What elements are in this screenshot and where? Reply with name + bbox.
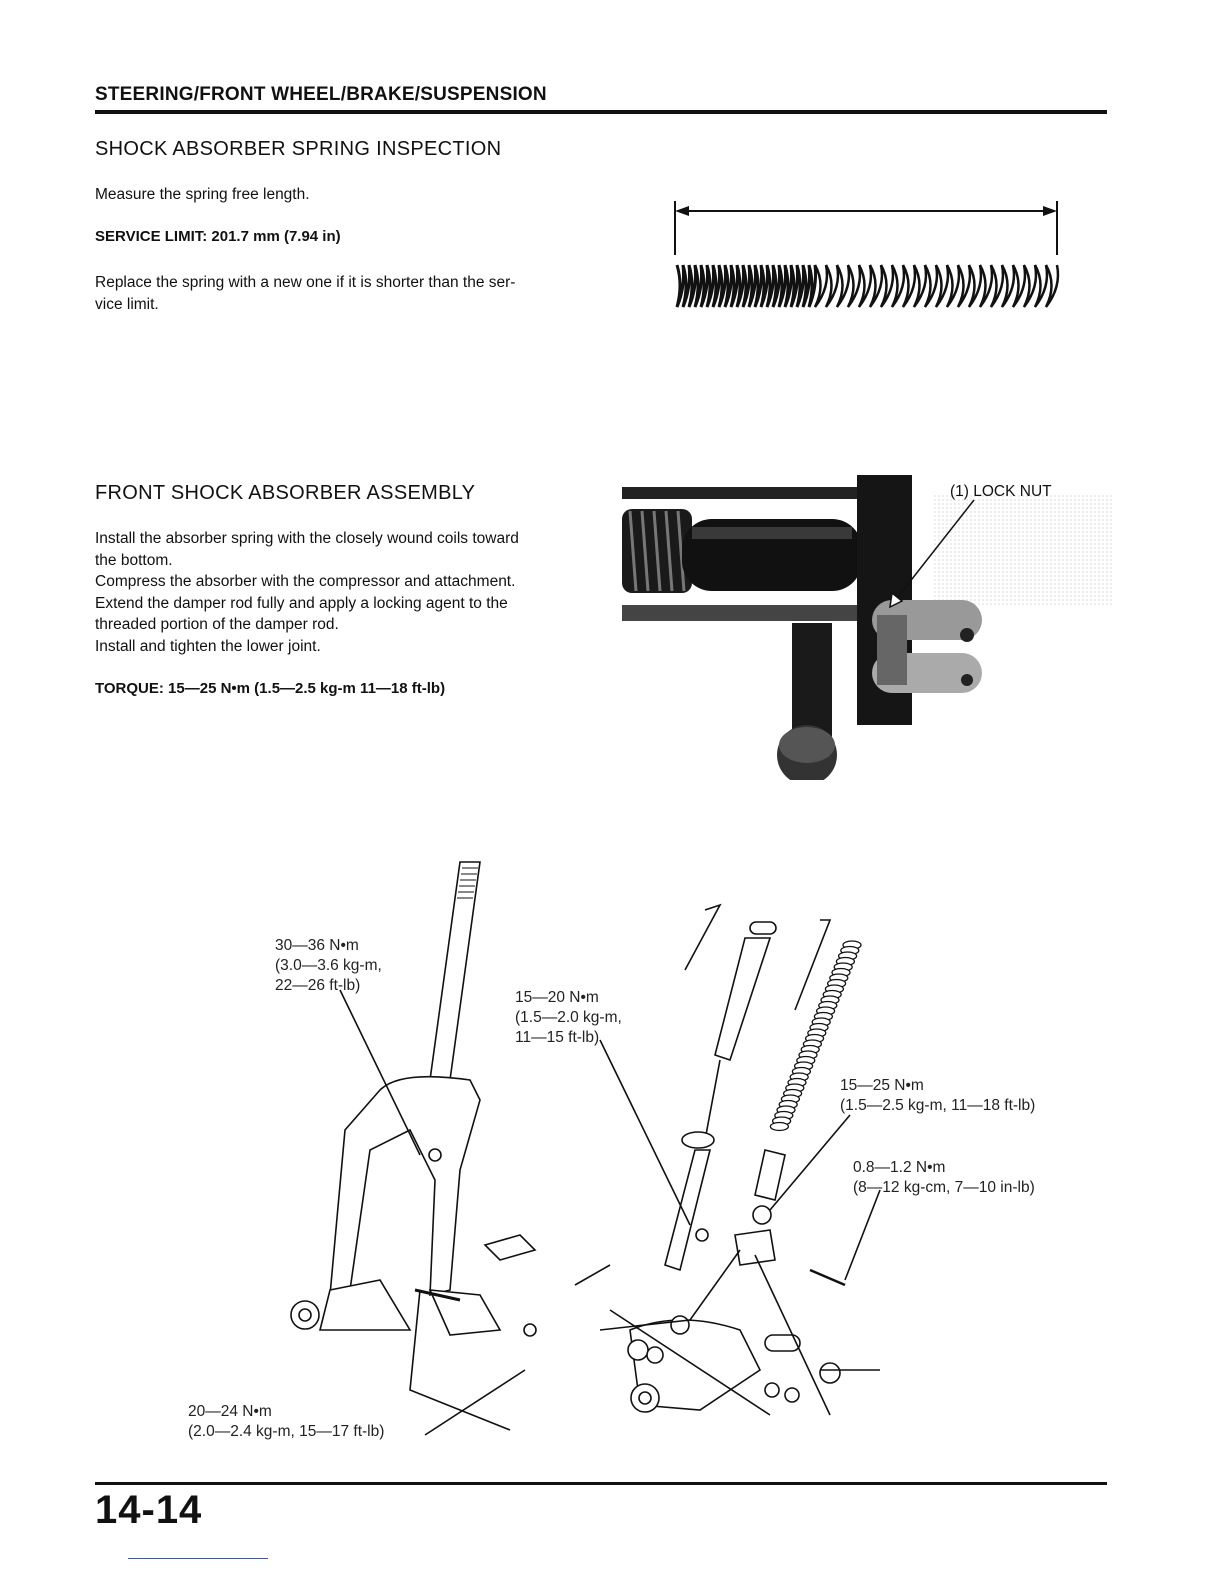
spring-coil	[903, 265, 915, 307]
spring-coil	[892, 265, 904, 307]
spring-coil	[881, 265, 893, 307]
arrow-left-icon	[675, 206, 689, 216]
arrow-right-icon	[1043, 206, 1057, 216]
torque-stem-line: 22—26 ft-lb)	[275, 977, 361, 994]
spring-coil	[1002, 265, 1014, 307]
spring-coil	[947, 265, 959, 307]
lock-nut-callout: (1) LOCK NUT	[950, 483, 1052, 500]
spring-coil	[991, 265, 1003, 307]
spring-figure	[665, 195, 1065, 325]
spring-coil	[969, 265, 981, 307]
spring-coil	[870, 265, 882, 307]
exploded-assembly-diagram	[180, 850, 1110, 1450]
spring-coil	[1035, 265, 1047, 307]
spring-coil	[936, 265, 948, 307]
lower-joint	[735, 1230, 775, 1265]
damper-rod	[665, 1150, 710, 1270]
assembly-line: Extend the damper rod fully and apply a locking agent to the	[95, 594, 508, 612]
assembly-line: Install the absorber spring with the closely wound coils toward	[95, 530, 519, 547]
torque-joint-line: (1.5—2.5 kg-m, 11—18 ft-lb)	[840, 1097, 1036, 1114]
spring-coil	[859, 265, 871, 307]
spring-coil	[1024, 265, 1036, 307]
torque-bolt-line: 0.8—1.2 N•m	[853, 1159, 946, 1176]
spring-note-line: vice limit.	[95, 295, 159, 313]
page-number: 14-14	[95, 1488, 203, 1532]
assembly-instructions	[95, 528, 605, 657]
assembly-line: Compress the absorber with the compressor and attachment.	[95, 573, 516, 590]
assembly-line: the bottom.	[95, 551, 173, 569]
spring-coil	[826, 265, 838, 307]
section-header: STEERING/FRONT WHEEL/BRAKE/SUSPENSION	[95, 84, 547, 105]
upper-bushing	[750, 922, 776, 934]
service-limit: SERVICE LIMIT: 201.7 mm (7.94 in)	[95, 228, 341, 245]
footer-rule	[95, 1482, 1107, 1485]
spring-coil	[980, 265, 992, 307]
assembly-heading: FRONT SHOCK ABSORBER ASSEMBLY	[95, 482, 476, 504]
assembly-torque: TORQUE: 15—25 N•m (1.5—2.5 kg-m 11—18 ft-lb)	[95, 680, 446, 697]
spring-seat	[755, 1150, 785, 1200]
torque-pivot-line: 20—24 N•m	[188, 1403, 272, 1420]
spring-coil	[958, 265, 970, 307]
torque-bolt-line: (8—12 kg-cm, 7—10 in-lb)	[853, 1179, 1035, 1196]
assembly-line: Install and tighten the lower joint.	[95, 637, 321, 655]
torque-pivot-line: (2.0—2.4 kg-m, 15—17 ft-lb)	[188, 1423, 385, 1440]
spring-inspection-heading: SHOCK ABSORBER SPRING INSPECTION	[95, 138, 502, 160]
spring-coil-graphic	[677, 265, 1058, 307]
header-rule	[95, 110, 1107, 114]
spring-coil	[914, 265, 926, 307]
spring-coil	[848, 265, 860, 307]
torque-stem-line: 30—36 N•m	[275, 937, 359, 954]
front-fork	[330, 1077, 480, 1295]
footer-link-line	[128, 1558, 268, 1559]
spring-coil	[677, 265, 684, 307]
spring-coil	[837, 265, 849, 307]
spring-inspection-instruction: Measure the spring free length.	[95, 186, 310, 203]
damper-body	[715, 938, 770, 1060]
steering-stem	[430, 862, 480, 1080]
spring-note-line: Replace the spring with a new one if it is shorter than the ser-	[95, 274, 516, 291]
spring-coil	[1046, 265, 1058, 307]
torque-stem-line: (3.0—3.6 kg-m,	[275, 957, 382, 974]
torque-damper-line: 11—15 ft-lb)	[515, 1029, 600, 1046]
spring-coil	[1013, 265, 1025, 307]
spring-coil	[925, 265, 937, 307]
spring-note	[95, 272, 605, 315]
fork-pivot-left	[291, 1301, 319, 1329]
assembly-line: threaded portion of the damper rod.	[95, 616, 339, 633]
torque-damper-line: 15—20 N•m	[515, 989, 599, 1006]
spring-coil	[815, 265, 827, 307]
spring-coil	[770, 1123, 788, 1131]
torque-damper-line: (1.5—2.0 kg-m,	[515, 1009, 622, 1026]
torque-joint-line: 15—25 N•m	[840, 1077, 924, 1094]
lock-nut-photo	[622, 475, 1112, 780]
